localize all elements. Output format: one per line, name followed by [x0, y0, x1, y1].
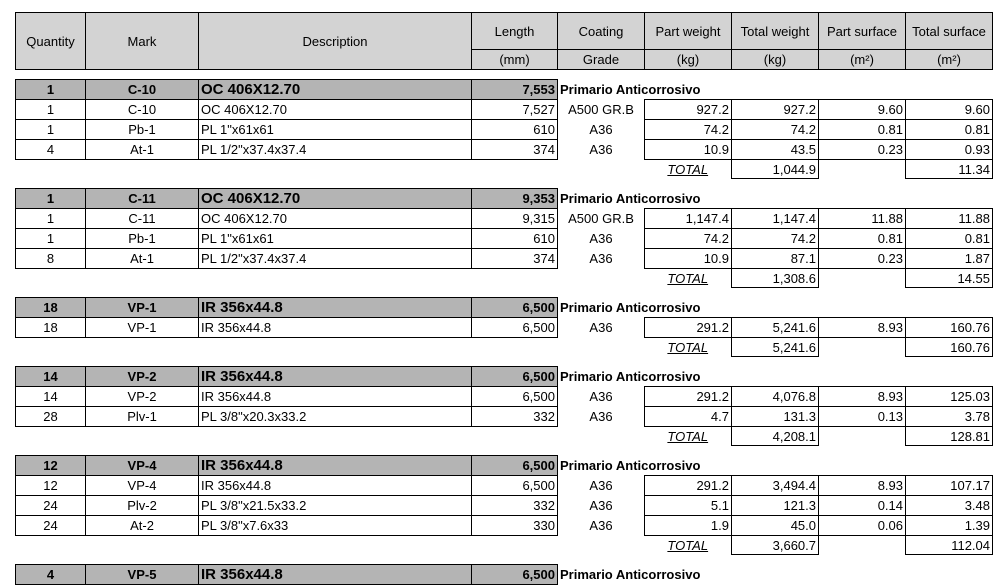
- empty-cell: [472, 536, 558, 555]
- empty-cell: [472, 160, 558, 179]
- empty-cell: [199, 536, 472, 555]
- total-weight-value: 1,308.6: [732, 269, 819, 288]
- assembly-description: IR 356x44.8: [199, 367, 472, 387]
- total-row: [16, 160, 993, 179]
- empty-cell: [86, 269, 199, 288]
- table-row: [16, 249, 993, 269]
- empty-cell: [16, 269, 86, 288]
- empty-cell: [86, 160, 199, 179]
- part-total-weight: 45.0: [732, 516, 819, 536]
- part-quantity: 1: [16, 100, 86, 120]
- table-row: [16, 100, 993, 120]
- part-surface: 9.60: [819, 100, 906, 120]
- part-total-weight: 131.3: [732, 407, 819, 427]
- part-total-surface: 0.93: [906, 140, 993, 160]
- part-total-weight: 5,241.6: [732, 318, 819, 338]
- part-weight: 291.2: [645, 387, 732, 407]
- part-length: 610: [472, 229, 558, 249]
- part-surface: 11.88: [819, 209, 906, 229]
- empty-cell: [558, 427, 645, 446]
- part-grade: A36: [589, 518, 613, 533]
- assembly-quantity: 14: [16, 367, 86, 387]
- group-spacer: [16, 179, 993, 189]
- assembly-coating: Primario Anticorrosivo: [558, 456, 819, 476]
- part-description: OC 406X12.70: [199, 209, 472, 229]
- part-description: PL 3/8"x7.6x33: [199, 516, 472, 536]
- col-header-total-surface: Total surface: [906, 13, 993, 50]
- table-row: [16, 476, 993, 496]
- assembly-header-row: [16, 80, 993, 100]
- part-total-surface: 1.87: [906, 249, 993, 269]
- part-surface: 0.81: [819, 120, 906, 140]
- table-row: [16, 140, 993, 160]
- group-spacer: [16, 446, 993, 456]
- part-weight: 4.7: [645, 407, 732, 427]
- part-weight: 10.9: [645, 140, 732, 160]
- part-total-weight: 74.2: [732, 120, 819, 140]
- part-mark: At-1: [86, 249, 199, 269]
- table-row: [16, 229, 993, 249]
- part-length: 9,315: [472, 209, 558, 229]
- empty-cell: [16, 536, 86, 555]
- part-grade: A36: [589, 478, 613, 493]
- empty-cell: [472, 338, 558, 357]
- unit-total-surface: (m²): [906, 50, 993, 70]
- part-quantity: 1: [16, 209, 86, 229]
- empty-cell: [86, 536, 199, 555]
- empty-cell: [819, 160, 906, 179]
- empty-cell: [472, 269, 558, 288]
- table-row: [16, 407, 993, 427]
- part-grade: A36: [589, 122, 613, 137]
- unit-part-surface: (m²): [819, 50, 906, 70]
- assembly-length: 7,553: [472, 80, 558, 100]
- total-row: [16, 338, 993, 357]
- total-row: [16, 427, 993, 446]
- material-table: [15, 12, 993, 585]
- total-surface-value: 128.81: [906, 427, 993, 446]
- total-weight-value: 5,241.6: [732, 338, 819, 357]
- unit-total-weight: (kg): [732, 50, 819, 70]
- empty-cell: [819, 367, 906, 387]
- empty-cell: [906, 456, 993, 476]
- part-description: PL 1/2"x37.4x37.4: [199, 249, 472, 269]
- part-total-surface: 0.81: [906, 229, 993, 249]
- total-weight-value: 4,208.1: [732, 427, 819, 446]
- assembly-mark: VP-4: [86, 456, 199, 476]
- part-weight: 1,147.4: [645, 209, 732, 229]
- part-surface: 0.23: [819, 140, 906, 160]
- header-row-top: [16, 13, 993, 50]
- part-grade: A500 GR.B: [568, 211, 634, 226]
- assembly-header-row: [16, 189, 993, 209]
- part-quantity: 4: [16, 140, 86, 160]
- unit-length: (mm): [472, 50, 558, 70]
- part-total-surface: 3.48: [906, 496, 993, 516]
- empty-cell: [906, 367, 993, 387]
- part-mark: Plv-1: [86, 407, 199, 427]
- part-grade: A500 GR.B: [568, 102, 634, 117]
- assembly-description: IR 356x44.8: [199, 565, 472, 585]
- part-total-surface: 107.17: [906, 476, 993, 496]
- empty-cell: [906, 565, 993, 585]
- assembly-coating: Primario Anticorrosivo: [558, 189, 819, 209]
- empty-cell: [819, 427, 906, 446]
- part-mark: Pb-1: [86, 229, 199, 249]
- part-surface: 0.81: [819, 229, 906, 249]
- assembly-quantity: 1: [16, 80, 86, 100]
- assembly-quantity: 18: [16, 298, 86, 318]
- assembly-coating: Primario Anticorrosivo: [558, 80, 819, 100]
- spacer-cell: [16, 288, 993, 298]
- part-surface: 0.23: [819, 249, 906, 269]
- material-report: [15, 12, 992, 585]
- assembly-quantity: 4: [16, 565, 86, 585]
- part-total-surface: 9.60: [906, 100, 993, 120]
- assembly-header-row: [16, 298, 993, 318]
- empty-cell: [558, 269, 645, 288]
- col-header-quantity: Quantity: [16, 13, 86, 70]
- part-mark: VP-4: [86, 476, 199, 496]
- part-length: 374: [472, 249, 558, 269]
- empty-cell: [819, 338, 906, 357]
- part-weight: 1.9: [645, 516, 732, 536]
- part-length: 332: [472, 407, 558, 427]
- total-label: TOTAL: [667, 161, 709, 177]
- part-total-surface: 0.81: [906, 120, 993, 140]
- total-label: TOTAL: [667, 339, 709, 355]
- table-row: [16, 209, 993, 229]
- empty-cell: [819, 269, 906, 288]
- part-total-surface: 11.88: [906, 209, 993, 229]
- empty-cell: [906, 189, 993, 209]
- part-mark: At-2: [86, 516, 199, 536]
- empty-cell: [199, 338, 472, 357]
- group-spacer: [16, 555, 993, 565]
- part-weight: 10.9: [645, 249, 732, 269]
- part-description: IR 356x44.8: [199, 318, 472, 338]
- col-header-part-weight: Part weight: [645, 13, 732, 50]
- part-grade: A36: [589, 409, 613, 424]
- group-spacer: [16, 288, 993, 298]
- part-total-surface: 1.39: [906, 516, 993, 536]
- col-header-total-weight: Total weight: [732, 13, 819, 50]
- part-quantity: 12: [16, 476, 86, 496]
- empty-cell: [558, 160, 645, 179]
- part-length: 7,527: [472, 100, 558, 120]
- total-label: TOTAL: [667, 537, 709, 553]
- part-total-weight: 43.5: [732, 140, 819, 160]
- table-row: [16, 120, 993, 140]
- part-length: 610: [472, 120, 558, 140]
- part-weight: 74.2: [645, 229, 732, 249]
- spacer-cell: [16, 179, 993, 189]
- empty-cell: [472, 427, 558, 446]
- table-row: [16, 516, 993, 536]
- unit-part-weight: (kg): [645, 50, 732, 70]
- total-row: [16, 536, 993, 555]
- empty-cell: [906, 298, 993, 318]
- total-weight-value: 1,044.9: [732, 160, 819, 179]
- total-surface-value: 14.55: [906, 269, 993, 288]
- part-grade: A36: [589, 142, 613, 157]
- part-quantity: 28: [16, 407, 86, 427]
- empty-cell: [558, 338, 645, 357]
- assembly-length: 9,353: [472, 189, 558, 209]
- empty-cell: [16, 338, 86, 357]
- assembly-description: OC 406X12.70: [199, 189, 472, 209]
- empty-cell: [199, 269, 472, 288]
- group-spacer: [16, 70, 993, 80]
- part-total-weight: 87.1: [732, 249, 819, 269]
- part-description: PL 1"x61x61: [199, 120, 472, 140]
- part-total-surface: 160.76: [906, 318, 993, 338]
- part-mark: At-1: [86, 140, 199, 160]
- group-spacer: [16, 357, 993, 367]
- assembly-length: 6,500: [472, 456, 558, 476]
- part-grade: A36: [589, 231, 613, 246]
- part-length: 330: [472, 516, 558, 536]
- total-surface-value: 160.76: [906, 338, 993, 357]
- part-grade: A36: [589, 320, 613, 335]
- part-total-surface: 3.78: [906, 407, 993, 427]
- material-table-body: [16, 13, 993, 585]
- part-surface: 0.06: [819, 516, 906, 536]
- col-header-coating: Coating: [558, 13, 645, 50]
- empty-cell: [558, 536, 645, 555]
- total-weight-value: 3,660.7: [732, 536, 819, 555]
- part-total-weight: 927.2: [732, 100, 819, 120]
- part-length: 6,500: [472, 476, 558, 496]
- part-description: IR 356x44.8: [199, 476, 472, 496]
- part-quantity: 1: [16, 120, 86, 140]
- assembly-header-row: [16, 367, 993, 387]
- assembly-description: IR 356x44.8: [199, 456, 472, 476]
- col-header-length: Length: [472, 13, 558, 50]
- part-description: PL 1"x61x61: [199, 229, 472, 249]
- spacer-cell: [16, 357, 993, 367]
- total-surface-value: 11.34: [906, 160, 993, 179]
- part-mark: Plv-2: [86, 496, 199, 516]
- assembly-coating: Primario Anticorrosivo: [558, 298, 819, 318]
- table-row: [16, 387, 993, 407]
- part-quantity: 24: [16, 496, 86, 516]
- spacer-cell: [16, 70, 993, 80]
- assembly-mark: VP-2: [86, 367, 199, 387]
- part-quantity: 1: [16, 229, 86, 249]
- table-row: [16, 496, 993, 516]
- part-mark: C-11: [86, 209, 199, 229]
- empty-cell: [819, 456, 906, 476]
- part-surface: 8.93: [819, 387, 906, 407]
- part-weight: 5.1: [645, 496, 732, 516]
- part-quantity: 18: [16, 318, 86, 338]
- assembly-length: 6,500: [472, 367, 558, 387]
- part-surface: 8.93: [819, 318, 906, 338]
- part-surface: 0.13: [819, 407, 906, 427]
- part-quantity: 14: [16, 387, 86, 407]
- assembly-header-row: [16, 456, 993, 476]
- empty-cell: [819, 536, 906, 555]
- col-header-grade: Grade: [558, 50, 645, 70]
- assembly-header-row: [16, 565, 993, 585]
- part-mark: C-10: [86, 100, 199, 120]
- part-quantity: 8: [16, 249, 86, 269]
- part-total-weight: 74.2: [732, 229, 819, 249]
- col-header-description: Description: [199, 13, 472, 70]
- part-mark: VP-1: [86, 318, 199, 338]
- part-total-weight: 3,494.4: [732, 476, 819, 496]
- assembly-description: IR 356x44.8: [199, 298, 472, 318]
- assembly-mark: C-11: [86, 189, 199, 209]
- empty-cell: [819, 80, 906, 100]
- col-header-mark: Mark: [86, 13, 199, 70]
- part-total-surface: 125.03: [906, 387, 993, 407]
- empty-cell: [819, 189, 906, 209]
- part-description: PL 3/8"x20.3x33.2: [199, 407, 472, 427]
- part-length: 374: [472, 140, 558, 160]
- empty-cell: [819, 298, 906, 318]
- total-label: TOTAL: [667, 428, 709, 444]
- spacer-cell: [16, 555, 993, 565]
- empty-cell: [199, 427, 472, 446]
- assembly-quantity: 1: [16, 189, 86, 209]
- part-grade: A36: [589, 389, 613, 404]
- part-description: PL 1/2"x37.4x37.4: [199, 140, 472, 160]
- assembly-mark: VP-5: [86, 565, 199, 585]
- part-surface: 0.14: [819, 496, 906, 516]
- part-weight: 927.2: [645, 100, 732, 120]
- assembly-mark: VP-1: [86, 298, 199, 318]
- part-length: 6,500: [472, 387, 558, 407]
- part-grade: A36: [589, 498, 613, 513]
- part-description: IR 356x44.8: [199, 387, 472, 407]
- part-grade: A36: [589, 251, 613, 266]
- empty-cell: [906, 80, 993, 100]
- part-length: 6,500: [472, 318, 558, 338]
- part-description: PL 3/8"x21.5x33.2: [199, 496, 472, 516]
- part-total-weight: 121.3: [732, 496, 819, 516]
- assembly-coating: Primario Anticorrosivo: [558, 565, 819, 585]
- part-description: OC 406X12.70: [199, 100, 472, 120]
- part-weight: 291.2: [645, 318, 732, 338]
- part-mark: Pb-1: [86, 120, 199, 140]
- empty-cell: [86, 427, 199, 446]
- total-row: [16, 269, 993, 288]
- assembly-length: 6,500: [472, 298, 558, 318]
- assembly-description: OC 406X12.70: [199, 80, 472, 100]
- empty-cell: [16, 427, 86, 446]
- part-weight: 291.2: [645, 476, 732, 496]
- empty-cell: [819, 565, 906, 585]
- assembly-coating: Primario Anticorrosivo: [558, 367, 819, 387]
- spacer-cell: [16, 446, 993, 456]
- assembly-quantity: 12: [16, 456, 86, 476]
- part-total-weight: 4,076.8: [732, 387, 819, 407]
- empty-cell: [86, 338, 199, 357]
- assembly-length: 6,500: [472, 565, 558, 585]
- empty-cell: [199, 160, 472, 179]
- total-surface-value: 112.04: [906, 536, 993, 555]
- part-length: 332: [472, 496, 558, 516]
- col-header-part-surface: Part surface: [819, 13, 906, 50]
- part-total-weight: 1,147.4: [732, 209, 819, 229]
- part-weight: 74.2: [645, 120, 732, 140]
- assembly-mark: C-10: [86, 80, 199, 100]
- table-row: [16, 318, 993, 338]
- part-quantity: 24: [16, 516, 86, 536]
- empty-cell: [16, 160, 86, 179]
- part-surface: 8.93: [819, 476, 906, 496]
- part-mark: VP-2: [86, 387, 199, 407]
- total-label: TOTAL: [667, 270, 709, 286]
